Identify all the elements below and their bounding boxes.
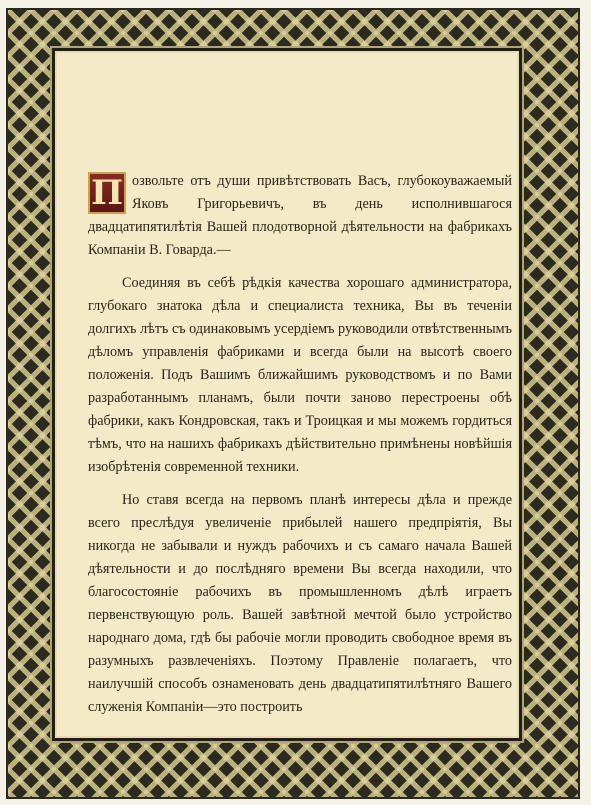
letter-text xyxy=(88,170,512,729)
paragraph-1 xyxy=(88,170,512,262)
paragraph-1-text: озвольте отъ души привѣтствовать Васъ, глубокоуважаемый Яковъ Григорьевичъ, въ день исполнившагося двадцатипятилѣтія Вашей плодотворной дѣятельности на фабрикахъ Компаніи В. Говарда.— xyxy=(88,173,512,258)
dropcap-letter: П xyxy=(88,172,126,214)
paragraph-3: Но ставя всегда на первомъ планѣ интересы дѣла и прежде всего преслѣдуя увеличеніе прибылей нашего предпріятія, Вы никогда не забывали и нуждъ рабочихъ и съ самаго начала Вашей дѣятельности и до послѣдняго времени Вы всегда находили, что благосостояніе рабочихъ въ промышленномъ дѣлѣ играетъ первенствующую роль. Вашей завѣтной мечтой было устройство народнаго дома, гдѣ бы рабочіе могли проводить свободное время въ разумныхъ развлеченіяхъ. Поэтому Правленіе полагаетъ, что наилучшій способъ ознаменовать день двадцатипятилѣтняго Вашего служенія Компаніи—это построить xyxy=(88,492,512,715)
paragraph-2: Соединяя въ себѣ рѣдкія качества хорошаго администратора, глубокаго знатока дѣла и специалиста техника, Вы въ теченіи долгихъ лѣтъ съ одинаковымъ усердіемъ руководили отвѣтственнымъ дѣломъ управленія фабриками и всегда были на высотѣ своего положенія. Подъ Вашимъ ближайшимъ руководствомъ и по Вами разработаннымъ планамъ, были почти заново перестроены обѣ фабрики, какъ Кондровская, такъ и Троицкая и мы можемъ гордиться тѣмъ, что на нашихъ фабрикахъ дѣйствительно примѣнены новѣйшія изобрѣтенія современной техники. xyxy=(88,275,512,475)
